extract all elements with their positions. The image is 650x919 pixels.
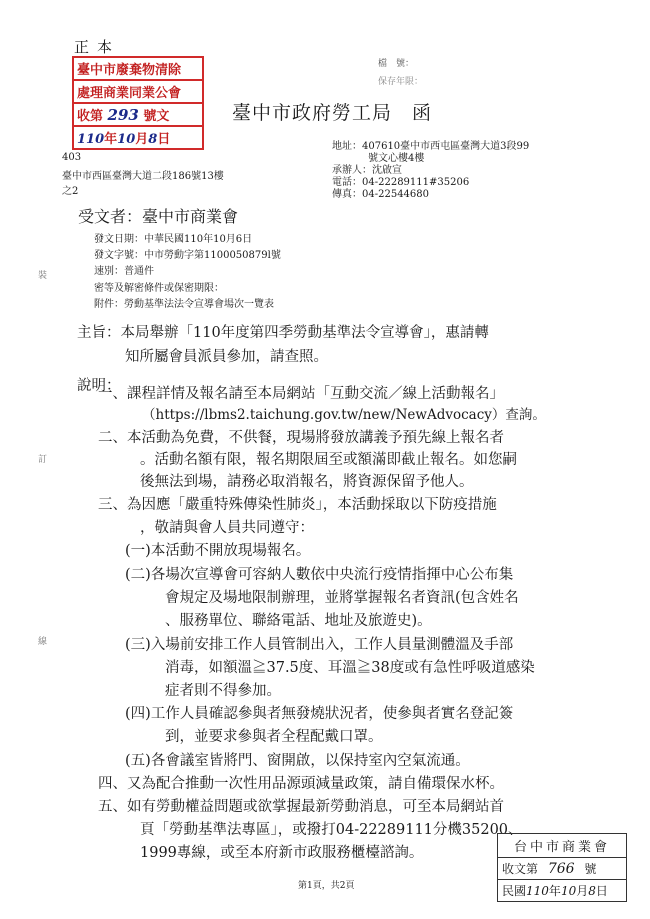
bottom-stamp-date-month-label: 月 bbox=[576, 884, 589, 898]
file-number-label: 檔 號： bbox=[378, 59, 415, 69]
sender-fax: 傳真：04-22544680 bbox=[332, 189, 430, 200]
sub-item-2-line-1: (二)各場次宣導會可容納人數依中央流行疫情指揮中心公布集 bbox=[125, 567, 514, 583]
item-5-line-2: 頁「勞動基準法專區」，或撥打04-22289111分機35200、 bbox=[140, 822, 523, 838]
bottom-stamp-date-year: 110 bbox=[526, 884, 549, 898]
stamp-recv-prefix: 收第 bbox=[77, 109, 104, 124]
recipient-address-line1: 臺中市西區臺灣大道二段186號13樓 bbox=[62, 171, 224, 182]
stamp-org-line2: 處理商業同業公會 bbox=[74, 81, 202, 104]
stamp-date bbox=[74, 127, 202, 148]
sub-item-4-line-1: (四)工作人員確認參與者無發燒狀況者，使參與者實名登記簽 bbox=[125, 706, 514, 722]
sender-address-line1: 地址：407610臺中市西屯區臺灣大道3段99 bbox=[332, 141, 530, 152]
received-stamp bbox=[72, 56, 204, 150]
margin-mark-staple: 訂 bbox=[38, 455, 48, 465]
margin-mark-bind: 裝 bbox=[38, 271, 48, 281]
explanation-label: 說明： bbox=[77, 378, 121, 394]
item-1-line-2: （https://lbms2.taichung.gov.tw/new/NewAdvocacy）查詢。 bbox=[142, 407, 546, 423]
stamp-receipt-no bbox=[74, 104, 202, 127]
agency-title: 臺中市政府勞工局 函 bbox=[232, 102, 433, 124]
bottom-stamp-recv-suffix: 號 bbox=[584, 862, 597, 876]
sub-item-5: (五)各會議室皆將門、窗開啟，以保持室內空氣流通。 bbox=[125, 753, 470, 769]
meta-secrecy: 密等及解密條件或保密期限： bbox=[94, 283, 224, 294]
bottom-stamp-date-month: 10 bbox=[560, 884, 577, 898]
stamp-date-month: 10 bbox=[117, 132, 136, 147]
stamp-date-year: 110 bbox=[77, 132, 105, 147]
sub-item-1: (一)本活動不開放現場報名。 bbox=[125, 543, 311, 559]
item-3-line-2: ，敬請與會人員共同遵守： bbox=[140, 520, 314, 536]
copy-mark: 正本 bbox=[74, 38, 121, 56]
sub-item-4-line-2: 到，並要求參與者全程配戴口罩。 bbox=[165, 729, 383, 745]
bottom-stamp-date-day: 8 bbox=[588, 884, 596, 898]
item-2-line-3: 後無法到場，請務必取消報名，將資源保留予他人。 bbox=[140, 474, 474, 490]
sender-phone: 電話：04-22289111#35206 bbox=[332, 177, 470, 188]
item-2-line-1: 二、本活動為免費，不供餐，現場將發放講義予預先線上報名者 bbox=[98, 430, 504, 446]
meta-date: 發文日期：中華民國110年10月6日 bbox=[94, 234, 253, 245]
bottom-stamp-recv-prefix: 收文第 bbox=[502, 862, 539, 876]
item-1-line-1: 一、課程詳情及報名請至本局網站「互動交流／線上活動報名」 bbox=[98, 386, 504, 402]
recipient-address-line2: 之2 bbox=[62, 186, 79, 197]
stamp-date-year-label: 年 bbox=[104, 132, 118, 147]
bottom-stamp-org: 台中市商業會 bbox=[498, 834, 626, 858]
sub-item-3-line-3: 症者則不得參加。 bbox=[165, 683, 281, 699]
meta-speed: 速別：普通件 bbox=[94, 266, 154, 277]
bottom-stamp-receipt-no bbox=[498, 858, 626, 880]
retention-label: 保存年限： bbox=[378, 77, 424, 87]
stamp-org-line1: 臺中市廢棄物清除 bbox=[74, 58, 202, 81]
stamp-date-day-label: 日 bbox=[157, 132, 171, 147]
item-5-line-1: 五、如有勞動權益問題或欲掌握最新勞動消息，可至本局網站首 bbox=[98, 799, 504, 815]
stamp-date-month-label: 月 bbox=[135, 132, 149, 147]
bottom-stamp-date-prefix: 民國 bbox=[502, 884, 527, 898]
stamp-recv-number: 293 bbox=[107, 106, 139, 124]
stamp-recv-suffix: 號文 bbox=[143, 109, 170, 124]
meta-doc-no: 發文字號：中市勞動字第1100050879l號 bbox=[94, 250, 281, 261]
commerce-association-stamp bbox=[497, 833, 627, 902]
item-5-line-3: 1999專線，或至本府新市政服務櫃檯諮詢。 bbox=[140, 845, 424, 861]
margin-mark-line: 線 bbox=[38, 637, 48, 647]
bottom-stamp-date-day-label: 日 bbox=[595, 884, 608, 898]
item-3-line-1: 三、為因應「嚴重特殊傳染性肺炎」，本活動採取以下防疫措施 bbox=[98, 497, 497, 513]
sender-contact: 承辦人：沈啟宣 bbox=[332, 165, 402, 176]
sub-item-2-line-2: 會規定及場地限制辦理，並將掌握報名者資訊(包含姓名 bbox=[165, 590, 519, 606]
subject-line-2: 知所屬會員派員參加，請查照。 bbox=[125, 349, 328, 365]
sender-address-line2: 號文心樓4樓 bbox=[368, 153, 425, 164]
sub-item-3-line-1: (三)入場前安排工作人員管制出入，工作人員量測體溫及手部 bbox=[125, 637, 514, 653]
bottom-stamp-date-year-label: 年 bbox=[548, 884, 561, 898]
sub-item-2-line-3: 、服務單位、聯絡電話、地址及旅遊史)。 bbox=[165, 613, 432, 629]
item-2-line-2: 。活動名額有限，報名期限屆至或額滿即截止報名。如您嗣 bbox=[140, 452, 517, 468]
recipient-zip: 403 bbox=[62, 152, 82, 163]
bottom-stamp-date bbox=[498, 880, 626, 901]
page-footer: 第1頁，共2頁 bbox=[298, 881, 355, 891]
bottom-stamp-recv-number: 766 bbox=[547, 861, 575, 877]
recipient-line: 受文者：臺中市商業會 bbox=[78, 207, 239, 226]
stamp-date-day: 8 bbox=[148, 132, 158, 147]
item-4: 四、又為配合推動一次性用品源頭減量政策，請自備環保水杯。 bbox=[98, 776, 504, 792]
subject-line-1: 主旨：本局舉辦「110年度第四季勞動基準法令宣導會」，惠請轉 bbox=[77, 325, 489, 341]
sub-item-3-line-2: 消毒，如額溫≧37.5度、耳溫≧38度或有急性呼吸道感染 bbox=[165, 660, 535, 676]
meta-attachment: 附件：勞動基準法法令宣導會場次一覽表 bbox=[94, 299, 274, 310]
